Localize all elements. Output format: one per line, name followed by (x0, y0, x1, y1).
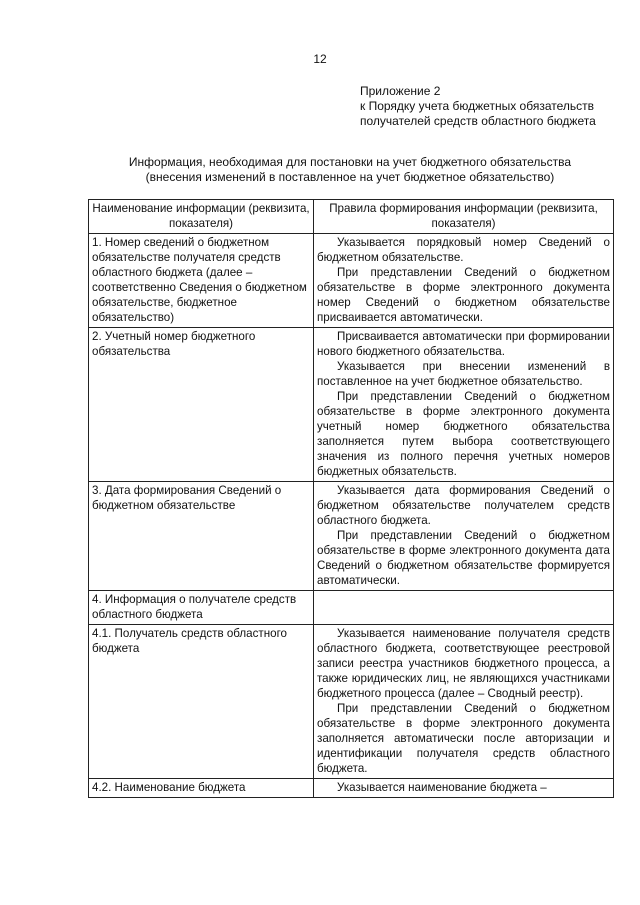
rule-paragraph: Указывается наименование бюджета – (337, 781, 547, 794)
rule-paragraph: Указывается наименование получателя средств областного бюджета, соответствующее реестровой записи реестра участников бюджетного процесса, а также юридических лиц, не являющихся участниками бюджетного процесса (далее – Сводный реестр). (317, 627, 610, 700)
table-header-row (89, 200, 614, 234)
row-rules-cell (314, 482, 614, 591)
row-name-cell: 3. Дата формирования Сведений о бюджетном обязательстве (89, 482, 314, 591)
row-rules-cell (314, 625, 614, 779)
rule-paragraph: Указывается дата формирования Сведений о бюджетном обязательстве получателем средств областного бюджета. (317, 484, 610, 527)
row-name-cell: 2. Учетный номер бюджетного обязательства (89, 328, 314, 482)
appendix-line-1: Приложение 2 (360, 84, 441, 98)
table-row (89, 625, 614, 779)
row-name-cell: 4.2. Наименование бюджета (89, 779, 314, 798)
rule-paragraph: При представлении Сведений о бюджетном обязательстве в форме электронного документа номер Сведений о бюджетном обязательстве присваивается автоматически. (317, 266, 610, 324)
table-row (89, 482, 614, 591)
column-header-rules: Правила формирования информации (реквизита, показателя) (314, 200, 614, 234)
row-rules-cell (314, 234, 614, 328)
row-rules-cell (314, 591, 614, 625)
row-name-cell: 4.1. Получатель средств областного бюджета (89, 625, 314, 779)
appendix-header (360, 84, 596, 129)
row-name-cell: 4. Информация о получателе средств областного бюджета (89, 591, 314, 625)
row-name-cell: 1. Номер сведений о бюджетном обязательстве получателя средств областного бюджета (далее – соответственно Сведения о бюджетном обязательстве, бюджетное обязательство) (89, 234, 314, 328)
appendix-line-2: к Порядку учета бюджетных обязательств (360, 99, 594, 113)
rule-paragraph: При представлении Сведений о бюджетном обязательстве в форме электронного документа дата Сведений о бюджетном обязательстве формируется автоматически. (317, 529, 610, 587)
page-number: 12 (313, 52, 327, 66)
appendix-line-3: получателей средств областного бюджета (360, 114, 596, 128)
rule-paragraph: Указывается при внесении изменений в поставленное на учет бюджетное обязательство. (317, 360, 610, 388)
info-table (88, 199, 614, 798)
rule-paragraph: При представлении Сведений о бюджетном обязательстве в форме электронного документа учетный номер бюджетного обязательства заполняется путем выбора соответствующего значения из полного перечня учетных номеров бюджетных обязательств. (317, 390, 610, 478)
rule-paragraph: Указывается порядковый номер Сведений о бюджетном обязательстве. (317, 236, 610, 264)
row-rules-cell (314, 328, 614, 482)
table-row (89, 591, 614, 625)
column-header-name: Наименование информации (реквизита, показателя) (89, 200, 314, 234)
rule-paragraph: Присваивается автоматически при формировании нового бюджетного обязательства. (317, 330, 610, 358)
table-row (89, 779, 614, 798)
table-row (89, 234, 614, 328)
rule-paragraph: При представлении Сведений о бюджетном обязательстве в форме электронного документа заполняется автоматически после авторизации и идентификации получателя средств областного бюджета. (317, 702, 610, 775)
document-title (60, 155, 640, 185)
table-row (89, 328, 614, 482)
title-line-1: Информация, необходимая для постановки на учет бюджетного обязательства (128, 155, 572, 169)
title-line-2: (внесения изменений в поставленное на учет бюджетное обязательство) (145, 170, 555, 184)
row-rules-cell (314, 779, 614, 798)
